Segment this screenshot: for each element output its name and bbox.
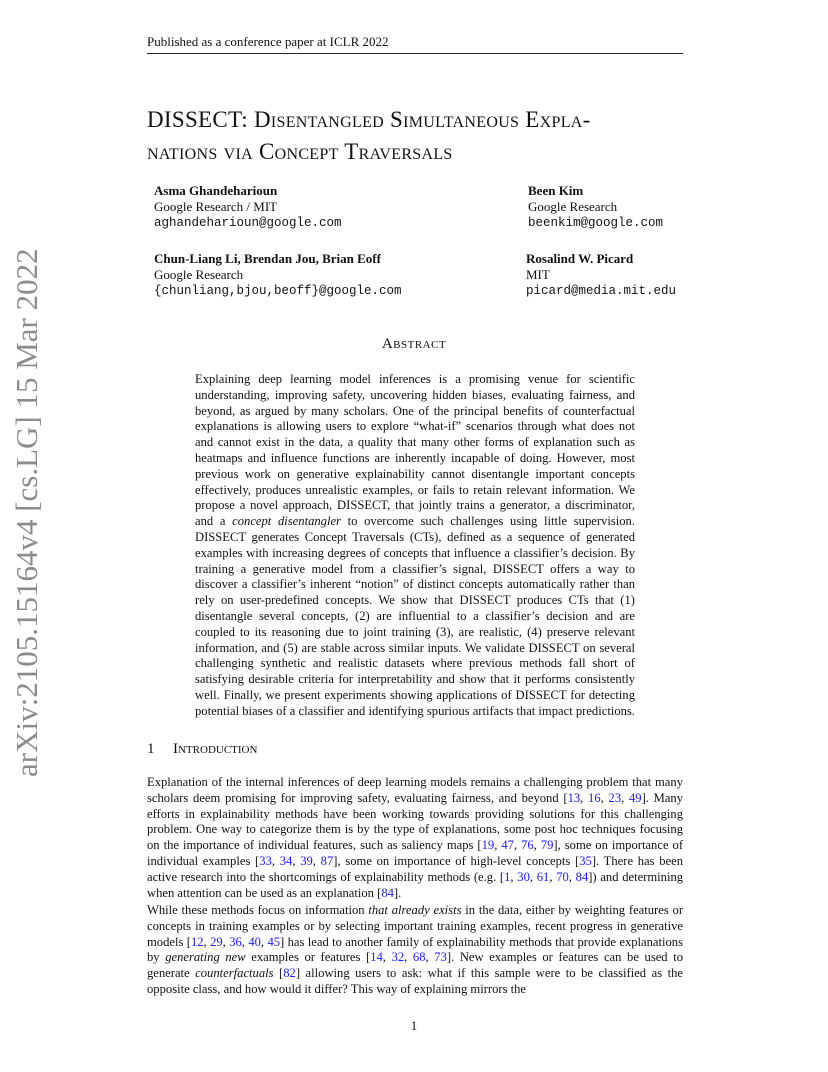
author-email[interactable]: {chunliang,bjou,beoff}@google.com: [154, 284, 402, 298]
paper-title: [147, 104, 707, 168]
citation-link[interactable]: 23: [608, 790, 622, 805]
title-line-1: DISSECT: Disentangled Simultaneous Expla-: [147, 107, 591, 132]
section-number: 1: [147, 741, 155, 757]
author-block: [528, 183, 663, 231]
citation-link[interactable]: 47: [501, 838, 514, 853]
author-email[interactable]: beenkim@google.com: [528, 216, 664, 230]
author-block: [154, 251, 402, 299]
header-rule: [147, 53, 683, 54]
page-number: 1: [410, 1018, 418, 1033]
author-block: [154, 183, 342, 231]
citation-link[interactable]: 76: [521, 838, 534, 853]
intro-paragraph-1: Explanation of the internal inferences of deep learning models remains a challenging problem that many scholars deem promising for improving safety, evaluating fairness, and beyond [13, 16, 23, 49]. Many efforts in explainability methods have been working towards providing solutions for this challenging problem. One way to categorize them is by the type of explanations, some post hoc techniques focusing on the importance of individual features, such as saliency maps [19, 47, 76, 79], some on importance of individual examples [33, 34, 39, 87], some on importance of high-level concepts [35]. There has been active research into the shortcomings of explainability methods (e.g. [1, 30, 61, 70, 84]) and determining when attention can be used as an explanation [84].: [147, 775, 684, 900]
author-block: [526, 251, 676, 299]
title-line-2: nations via Concept Traversals: [147, 139, 453, 164]
citation-link[interactable]: 82: [283, 966, 296, 981]
citation-link[interactable]: 36: [229, 934, 242, 949]
citation-link[interactable]: 84: [381, 885, 394, 900]
author-name: Asma Ghandeharioun: [154, 183, 278, 198]
abstract-heading: Abstract: [381, 336, 447, 352]
author-email[interactable]: picard@media.mit.edu: [526, 284, 677, 298]
intro-paragraph-2: While these methods focus on information that already exists in the data, either by weighting features or concepts in training examples or by selecting important training examples, recent progress in generative models [12, 29, 36, 40, 45] has lead to another family of explainability methods that provide explanations by generating new examples or features [14, 32, 68, 73]. New examples or features can be used to generate counterfactuals [82] allowing users to ask: what if this sample were to be classified as the opposite class, and how would it differ? This way of explaining mirrors the: [147, 903, 684, 996]
citation-link[interactable]: 33: [259, 853, 272, 868]
citation-link[interactable]: 1: [504, 869, 511, 884]
abstract-text: Explaining deep learning model inferences is a promising venue for scientific understanding, improving safety, uncovering hidden biases, evaluating fairness, and beyond, as argued by many scholars. One of the principal benefits of counterfactual explanations is allowing users to explore “what-if” scenarios through what does not and cannot exist in the data, a quality that many other forms of explanation such as heatmaps and influence functions are inherently incapable of doing. However, most previous work on generative explainability cannot disentangle important concepts effectively, produces unrealistic examples, or fails to retain relevant information. We propose a novel approach, DISSECT, that jointly trains a generator, a discriminator, and a concept disentangler to overcome such challenges using little supervision. DISSECT generates Concept Traversals (CTs), defined as a sequence of generated examples with increasing degrees of concepts that influence a classifier’s decision. By training a generative model from a classifier’s signal, DISSECT offers a way to discover a classifier’s inherent “notion” of distinct concepts automatically rather than rely on user-predefined concepts. We show that DISSECT produces CTs that (1) disentangle several concepts, (2) are influential to a classifier’s decision and are coupled to its reasoning due to joint training (3), are realistic, (4) preserve relevant information, and (5) are stable across similar inputs. We validate DISSECT on several challenging synthetic and realistic datasets where previous methods fall short of satisfying desirable criteria for interpretability and show that it performs consistently well. Finally, we present experiments showing applications of DISSECT for detecting potential biases of a classifier and identifying spurious artifacts that impact predictions.: [195, 372, 635, 718]
citation-link[interactable]: 79: [540, 838, 554, 853]
citation-link[interactable]: 30: [517, 869, 530, 884]
author-affiliation: Google Research: [154, 267, 244, 282]
citation-link[interactable]: 14: [370, 950, 383, 965]
citation-link[interactable]: 45: [267, 934, 281, 949]
citation-link[interactable]: 70: [556, 869, 569, 884]
author-affiliation: Google Research: [528, 199, 618, 214]
section-heading: [147, 741, 257, 758]
author-affiliation: MIT: [526, 267, 550, 282]
citation-link[interactable]: 12: [190, 934, 204, 949]
citation-link[interactable]: 84: [575, 869, 589, 884]
citation-link[interactable]: 87: [320, 853, 334, 868]
citation-link[interactable]: 13: [567, 790, 581, 805]
citation-link[interactable]: 40: [248, 934, 261, 949]
author-affiliation: Google Research / MIT: [154, 199, 278, 214]
citation-link[interactable]: 61: [536, 869, 550, 884]
citation-link[interactable]: 68: [412, 950, 426, 965]
author-name: Been Kim: [528, 183, 584, 198]
author-name: Chun-Liang Li, Brendan Jou, Brian Eoff: [154, 251, 381, 266]
citation-link[interactable]: 29: [210, 934, 223, 949]
citation-link[interactable]: 34: [279, 853, 293, 868]
citation-link[interactable]: 73: [434, 950, 447, 965]
arxiv-identifier[interactable]: arXiv:2105.15164v4 [cs.LG] 15 Mar 2022: [9, 248, 44, 777]
citation-link[interactable]: 19: [481, 838, 495, 853]
citation-link[interactable]: 39: [300, 853, 313, 868]
running-header: Published as a conference paper at ICLR 2022: [147, 34, 389, 49]
citation-link[interactable]: 35: [579, 853, 592, 868]
author-email[interactable]: aghandeharioun@google.com: [154, 216, 342, 230]
citation-link[interactable]: 16: [588, 790, 601, 805]
citation-link[interactable]: 32: [391, 950, 405, 965]
author-name: Rosalind W. Picard: [526, 251, 634, 266]
section-title: Introduction: [173, 741, 258, 757]
citation-link[interactable]: 49: [628, 790, 642, 805]
